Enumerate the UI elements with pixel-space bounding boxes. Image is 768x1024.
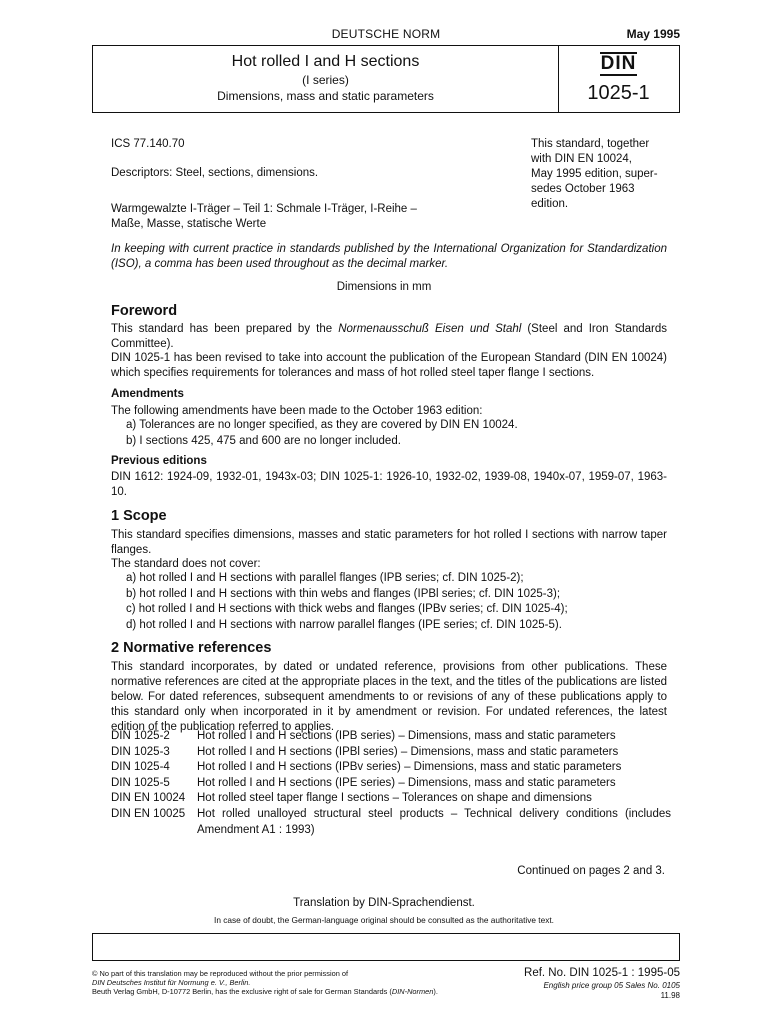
german-title <box>111 202 511 232</box>
price-group: English price group 05 Sales No. 0105 <box>543 981 680 990</box>
document-subtitle-2: Dimensions, mass and static parameters <box>217 89 434 103</box>
foreword-paragraph-1 <box>111 322 667 352</box>
amendments-heading: Amendments <box>111 388 184 400</box>
authoritative-text-note: In case of doubt, the German-language original should be consulted as the authoritative text. <box>214 915 554 925</box>
dimensions-note: Dimensions in mm <box>336 281 432 293</box>
table-row <box>111 791 671 807</box>
supersede-line: This standard, together <box>531 138 650 150</box>
foreword-text: This standard has been prepared by the <box>111 323 339 335</box>
supersede-line: May 1995 edition, super- <box>531 168 658 180</box>
reference-title: Hot rolled steel taper flange I sections – Tolerances on shape and dimensions <box>197 792 592 805</box>
list-item: a) hot rolled I and H sections with parallel flanges (IPB series; cf. DIN 1025-2); <box>126 572 524 584</box>
amendments-list <box>126 418 518 449</box>
table-row <box>111 745 671 761</box>
supersede-line: sedes October 1963 <box>531 183 635 195</box>
foreword-heading: Foreword <box>111 303 178 319</box>
reference-info <box>524 967 680 1001</box>
reference-code: DIN 1025-3 <box>111 745 170 758</box>
table-row <box>111 760 671 776</box>
reference-title: Hot rolled I and H sections (IPB series) – Dimensions, mass and static parameters <box>197 730 616 742</box>
supersede-note <box>531 137 681 212</box>
reference-code: DIN 1025-4 <box>111 761 170 774</box>
title-box <box>92 45 680 113</box>
standard-number: 1025-1 <box>587 82 650 104</box>
scope-heading: 1 Scope <box>111 508 167 524</box>
reference-code: DIN 1025-5 <box>111 776 170 789</box>
list-item: b) hot rolled I and H sections with thin webs and flanges (IPBl series; cf. DIN 1025-3); <box>126 587 561 600</box>
iso-note: In keeping with current practice in standards published by the International Organization for Standardization (ISO), a comma has been used throughout as the decimal marker. <box>111 243 667 270</box>
continued-note: Continued on pages 2 and 3. <box>517 865 665 877</box>
standard-type-label: DEUTSCHE NORM <box>331 27 441 41</box>
amendments-intro: The following amendments have been made to the October 1963 edition: <box>111 405 483 417</box>
sale-rights-text: ). <box>433 987 438 996</box>
table-row <box>111 807 671 838</box>
sale-rights-text: Beuth Verlag GmbH, D-10772 Berlin, has the exclusive right of sale for German Standards ( <box>92 987 392 996</box>
copyright-line-2: DIN Deutsches Institut für Normung e. V., Berlin. <box>92 978 251 987</box>
scope-exclusions-list <box>126 571 568 633</box>
previous-editions-text: DIN 1612: 1924-09, 1932-01, 1943x-03; DIN 1025-1: 1926-10, 1932-02, 1939-08, 1940x-07, 1959-07, 1963-10. <box>111 471 667 498</box>
table-row <box>111 729 671 745</box>
din-logo-word: DIN <box>600 53 637 74</box>
reference-code: DIN EN 10025 <box>111 807 186 820</box>
supersede-line: with DIN EN 10024, <box>531 153 632 165</box>
print-code: 11.98 <box>660 991 680 1000</box>
normative-references-heading: 2 Normative references <box>111 640 272 656</box>
list-item: a) Tolerances are no longer specified, as they are covered by DIN EN 10024. <box>126 419 518 431</box>
copyright-line-3 <box>92 987 438 996</box>
din-logo <box>558 52 679 106</box>
foreword-text: (Steel and Iron Standards Committee). <box>111 323 668 350</box>
reference-title: Hot rolled unalloyed structural steel products – Technical delivery conditions (includes Amendment A1 : 1993) <box>197 807 671 836</box>
committee-name: Normenausschuß Eisen und Stahl <box>338 323 522 335</box>
german-title-line-1: Warmgewalzte I-Träger – Teil 1: Schmale I-Träger, I-Reihe – <box>111 203 417 215</box>
reference-code: DIN EN 10024 <box>111 792 186 805</box>
supersede-line: edition. <box>531 198 569 210</box>
table-row <box>111 776 671 792</box>
copyright-line-1: © No part of this translation may be reproduced without the prior permission of <box>92 969 349 978</box>
translation-note: Translation by DIN-Sprachendienst. <box>293 897 475 909</box>
reference-title: Hot rolled I and H sections (IPE series) – Dimensions, mass and static parameters <box>197 776 616 789</box>
publication-date: May 1995 <box>626 27 680 41</box>
normative-references-paragraph: This standard incorporates, by dated or undated reference, provisions from other publications. These normative references are cited at the appropriate places in the text, and the titles of the publications are listed below. For dated references, subsequent amendments to or revisions of any of these publications apply to this standard only when incorporated in it by amendment or revision. For undated references, the latest edition of the publication referred to applies. <box>111 661 667 733</box>
normative-references-table <box>111 729 671 838</box>
document-header <box>92 27 680 41</box>
bottom-box <box>92 933 680 961</box>
reference-code: DIN 1025-2 <box>111 730 170 742</box>
document-title: Hot rolled I and H sections <box>231 53 420 70</box>
german-title-line-2: Maße, Masse, statische Werte <box>111 218 267 230</box>
reference-number: Ref. No. DIN 1025-1 : 1995-05 <box>524 967 680 979</box>
reference-title: Hot rolled I and H sections (IPBv series) – Dimensions, mass and static parameters <box>197 761 622 774</box>
reference-title: Hot rolled I and H sections (IPBl series) – Dimensions, mass and static parameters <box>197 745 619 758</box>
ics-code: ICS 77.140.70 <box>111 138 185 150</box>
list-item: b) I sections 425, 475 and 600 are no longer included. <box>126 434 401 447</box>
list-item: c) hot rolled I and H sections with thick webs and flanges (IPBv series; cf. DIN 1025-4); <box>126 603 568 615</box>
foreword-paragraph-2: DIN 1025-1 has been revised to take into account the publication of the European Standard (DIN EN 10024) which specifies requirements for tolerances and mass of hot rolled steel taper flange I sections. <box>111 352 667 379</box>
scope-paragraph-2: The standard does not cover: <box>111 558 261 570</box>
title-block <box>93 52 558 104</box>
scope-paragraph-1: This standard specifies dimensions, masses and static parameters for hot rolled I sections with narrow taper flanges. <box>111 529 667 556</box>
descriptors: Descriptors: Steel, sections, dimensions. <box>111 167 319 179</box>
previous-editions-heading: Previous editions <box>111 455 207 467</box>
list-item: d) hot rolled I and H sections with narrow parallel flanges (IPE series; cf. DIN 1025-5). <box>126 618 562 631</box>
din-normen: DIN-Normen <box>391 987 434 996</box>
document-subtitle: (I series) <box>302 73 349 87</box>
copyright-notice <box>92 969 438 996</box>
